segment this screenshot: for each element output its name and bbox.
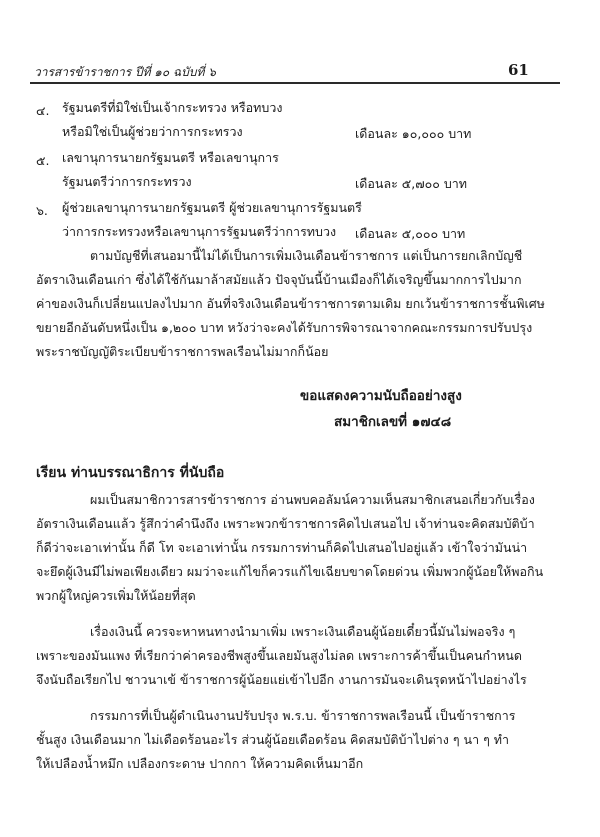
paragraph-line: จะยึดผู้เงินมีไม่พอเพียงเดียว ผมว่าจะแก้ไขก็ควรแก้ไขเฉียบขาดโดยด่วน เพิ่มพวกผู้น้อยให้พอกิน [36,564,544,579]
paragraph-line: ให้เปลืองน้ำหมึก เปลืองกระดาษ ปากกา ให้ความคิดเห็นมาอีก [36,756,364,771]
page-number: 61 [508,61,529,79]
list-number: ๔. [36,103,50,118]
paragraph-line: ค่าของเงินก็เปลี่ยนแปลงไปมาก อันที่จริงเงินเดือนข้าราชการตามเดิม ยกเว้นข้าราชการชั้นพิเศษ [36,296,545,311]
list-item-line: รัฐมนตรีที่มิใช่เป็นเจ้ากระทรวง หรือทบวง [62,100,283,115]
closing-line: ขอแสดงความนับถืออย่างสูง [300,388,462,404]
paragraph-line: เพราะของมันแพง ที่เรียกว่าค่าครองชีพสูงขึ้นเลยมันสูงไม่ลด เพราะการค้าขึ้นเป็นคนกำหนด [36,648,522,663]
paragraph-line: ขยายอีกอันดับหนึ่งเป็น ๑,๒๐๐ บาท หวังว่าจะคงได้รับการพิจารณาจากคณะกรรมการปรับปรุง [36,320,533,335]
paragraph-line: อัตราเงินเดือนแล้ว รู้สึกว่าคำนึงถึง เพราะพวกข้าราชการคิดไปเสนอไป เจ้าท่านจะคิดสมบัติบ้า [36,516,535,531]
list-item-line: ผู้ช่วยเลขานุการนายกรัฐมนตรี ผู้ช่วยเลขานุการรัฐมนตรี [62,200,362,215]
paragraph-line: ผมเป็นสมาชิกวารสารข้าราชการ อ่านพบคอลัมน์ความเห็นสมาชิกเสนอเกี่ยวกับเรื่อง [90,492,535,507]
list-number: ๖. [36,203,48,218]
list-number: ๕. [36,153,50,168]
paragraph-line: ก็ดีว่าจะเอาเท่านั้น ก็ดี โท จะเอาเท่านั้น กรรมการท่านก็คิดไปเสนอไปอยู่แล้ว เข้าใจว่ามันน่า [36,540,528,555]
paragraph-line: จึงนับถือเรียกไป ชาวนาเข้ ข้าราชการผู้น้อยแย่เข้าไปอีก งานการมันจะเดินรุดหน้าไปอย่างไร [36,672,527,687]
paragraph-line: ชั้นสูง เงินเดือนมาก ไม่เดือดร้อนอะไร ส่วนผู้น้อยเดือดร้อน คิดสมบัติบ้าไปต่าง ๆ นา ๆ ทำ [36,732,510,747]
paragraph-line: พวกผู้ใหญ่ควรเพิ่มให้น้อยที่สุด [36,588,196,603]
list-item-line: ว่าการกระทรวงหรือเลขานุการรัฐมนตรีว่าการทบวง [62,224,337,239]
paragraph-line: อัตราเงินเดือนเก่า ซึ่งได้ใช้กันมาล้าสมัยแล้ว ปัจจุบันนี้บ้านเมืองก็ได้เจริญขึ้นมากการไปมาก [36,272,522,287]
list-item-line: หรือมิใช่เป็นผู้ช่วยว่าการกระทรวง [62,124,243,139]
salary-amount: เดือนละ ๑๐,๐๐๐ บาท [355,126,472,141]
paragraph-line: ตามบัญชีที่เสนอมานี้ไม่ได้เป็นการเพิ่มเงินเดือนข้าราชการ แต่เป็นการยกเลิกบัญชี [90,248,523,263]
paragraph-line: เรื่องเงินนี้ ควรจะหาหนทางนำมาเพิ่ม เพราะเงินเดือนผู้น้อยเดี๋ยวนี้มันไม่พอจริง ๆ [90,624,516,639]
paragraph-line: กรรมการที่เป็นผู้ดำเนินงานปรับปรุง พ.ร.บ. ข้าราชการพลเรือนนี้ เป็นข้าราชการ [90,708,516,723]
header-rule [30,82,560,84]
salary-amount: เดือนละ ๕,๗๐๐ บาท [355,176,468,191]
list-item-line: รัฐมนตรีว่าการกระทรวง [62,174,192,189]
salutation: เรียน ท่านบรรณาธิการ ที่นับถือ [36,465,225,481]
list-item-line: เลขานุการนายกรัฐมนตรี หรือเลขานุการ [62,150,279,165]
member-number: สมาชิกเลขที่ ๑๗๔๘ [334,414,452,430]
salary-amount: เดือนละ ๕,๐๐๐ บาท [355,226,466,241]
journal-title: วารสารข้าราชการ ปีที่ ๑๐ ฉบับที่ ๖ [34,65,216,79]
paragraph-line: พระราชบัญญัติระเบียบข้าราชการพลเรือนไม่มากก็น้อย [36,344,329,359]
